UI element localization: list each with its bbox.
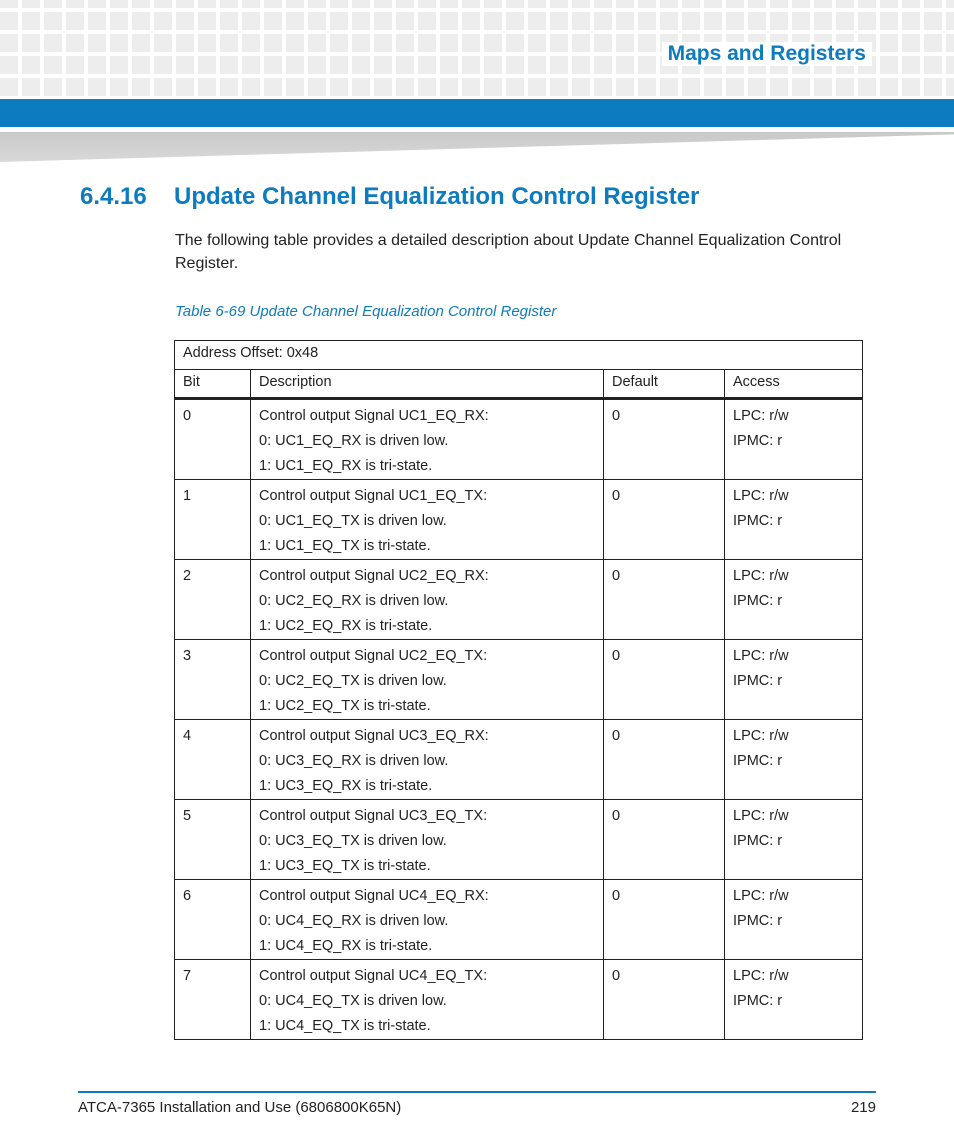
description-cell: [251, 399, 604, 480]
section-heading: [80, 183, 699, 211]
header-gray-wedge: [0, 132, 954, 162]
access-cell: [725, 399, 863, 480]
access-line: IPMC: r: [733, 993, 783, 1009]
description-line: Control output Signal UC4_EQ_RX:: [259, 888, 489, 904]
table-row: [175, 560, 863, 640]
description-line: 1: UC4_EQ_RX is tri-state.: [259, 938, 433, 954]
access-line: LPC: r/w: [733, 888, 789, 904]
default-cell: 0: [604, 720, 725, 800]
footer-rule: [78, 1091, 876, 1093]
default-cell: 0: [604, 800, 725, 880]
access-line: IPMC: r: [733, 433, 783, 449]
table-row: [175, 480, 863, 560]
description-line: Control output Signal UC3_EQ_RX:: [259, 728, 489, 744]
description-line: 1: UC1_EQ_RX is tri-state.: [259, 458, 433, 474]
description-line: 1: UC3_EQ_TX is tri-state.: [259, 858, 431, 874]
default-cell: 0: [604, 399, 725, 480]
access-cell: [725, 560, 863, 640]
bit-cell: 4: [175, 720, 251, 800]
address-offset-cell: Address Offset: 0x48: [175, 341, 863, 370]
access-line: LPC: r/w: [733, 408, 789, 424]
table-row: [175, 720, 863, 800]
description-line: 1: UC4_EQ_TX is tri-state.: [259, 1018, 431, 1034]
access-line: LPC: r/w: [733, 728, 789, 744]
description-line: 1: UC2_EQ_RX is tri-state.: [259, 618, 433, 634]
description-cell: [251, 880, 604, 960]
description-cell: [251, 720, 604, 800]
table-row: [175, 880, 863, 960]
access-line: LPC: r/w: [733, 488, 789, 504]
access-line: IPMC: r: [733, 673, 783, 689]
table-header-row: [175, 370, 863, 399]
bit-cell: 2: [175, 560, 251, 640]
table-row: [175, 800, 863, 880]
description-line: 0: UC3_EQ_TX is driven low.: [259, 833, 447, 849]
section-title: Update Channel Equalization Control Register: [174, 183, 700, 210]
header-blue-bar: [0, 99, 954, 127]
access-cell: [725, 720, 863, 800]
description-line: Control output Signal UC1_EQ_RX:: [259, 408, 489, 424]
column-header-bit: Bit: [175, 370, 251, 399]
access-line: LPC: r/w: [733, 648, 789, 664]
description-line: 0: UC4_EQ_RX is driven low.: [259, 913, 449, 929]
footer-page-number: 219: [850, 1099, 876, 1116]
footer-doc-title: ATCA-7365 Installation and Use (6806800K65N): [78, 1099, 402, 1116]
access-line: IPMC: r: [733, 593, 783, 609]
description-line: Control output Signal UC1_EQ_TX:: [259, 488, 488, 504]
access-line: IPMC: r: [733, 513, 783, 529]
bit-cell: 0: [175, 399, 251, 480]
description-cell: [251, 560, 604, 640]
intro-paragraph: The following table provides a detailed description about Update Channel Equalization Control Register.: [175, 232, 842, 272]
description-line: 1: UC2_EQ_TX is tri-state.: [259, 698, 431, 714]
description-line: 0: UC4_EQ_TX is driven low.: [259, 993, 447, 1009]
description-line: 1: UC3_EQ_RX is tri-state.: [259, 778, 433, 794]
access-cell: [725, 640, 863, 720]
table-caption: Table 6-69 Update Channel Equalization Control Register: [175, 303, 557, 320]
bit-cell: 3: [175, 640, 251, 720]
access-cell: [725, 800, 863, 880]
access-line: LPC: r/w: [733, 968, 789, 984]
bit-cell: 7: [175, 960, 251, 1040]
access-line: LPC: r/w: [733, 808, 789, 824]
description-line: Control output Signal UC2_EQ_RX:: [259, 568, 489, 584]
header-title: Maps and Registers: [662, 42, 872, 66]
description-line: Control output Signal UC4_EQ_TX:: [259, 968, 488, 984]
access-line: IPMC: r: [733, 833, 783, 849]
column-header-description: Description: [251, 370, 604, 399]
description-line: Control output Signal UC3_EQ_TX:: [259, 808, 488, 824]
default-cell: 0: [604, 640, 725, 720]
table-row: [175, 960, 863, 1040]
bit-cell: 6: [175, 880, 251, 960]
table-row: [175, 640, 863, 720]
register-table: [174, 340, 863, 1040]
description-line: 0: UC1_EQ_RX is driven low.: [259, 433, 449, 449]
address-offset-row: [175, 341, 863, 370]
description-cell: [251, 800, 604, 880]
description-cell: [251, 640, 604, 720]
access-line: IPMC: r: [733, 913, 783, 929]
description-line: 0: UC3_EQ_RX is driven low.: [259, 753, 449, 769]
access-cell: [725, 880, 863, 960]
table-row: [175, 399, 863, 480]
description-cell: [251, 480, 604, 560]
bit-cell: 5: [175, 800, 251, 880]
section-number: 6.4.16: [80, 183, 147, 210]
description-line: 0: UC2_EQ_RX is driven low.: [259, 593, 449, 609]
column-header-access: Access: [725, 370, 863, 399]
default-cell: 0: [604, 880, 725, 960]
access-line: IPMC: r: [733, 753, 783, 769]
table-body: [175, 399, 863, 1040]
bit-cell: 1: [175, 480, 251, 560]
description-line: 0: UC2_EQ_TX is driven low.: [259, 673, 447, 689]
default-cell: 0: [604, 560, 725, 640]
access-cell: [725, 480, 863, 560]
column-header-default: Default: [604, 370, 725, 399]
description-cell: [251, 960, 604, 1040]
description-line: 0: UC1_EQ_TX is driven low.: [259, 513, 447, 529]
description-line: Control output Signal UC2_EQ_TX:: [259, 648, 488, 664]
description-line: 1: UC1_EQ_TX is tri-state.: [259, 538, 431, 554]
access-line: LPC: r/w: [733, 568, 789, 584]
default-cell: 0: [604, 480, 725, 560]
access-cell: [725, 960, 863, 1040]
default-cell: 0: [604, 960, 725, 1040]
